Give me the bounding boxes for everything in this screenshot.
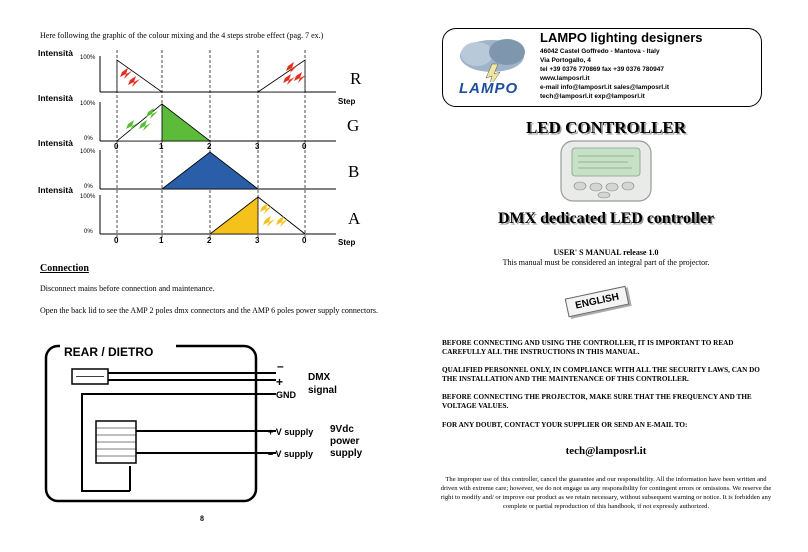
- connection-heading: Connection: [40, 263, 89, 274]
- manual-note: This manual must be considered an integral part of the projector.: [502, 258, 710, 267]
- warning-2: QUALIFIED PERSONNEL ONLY, IN COMPLIANCE WITH ALL THE SECURITY LAWS, CAN DO THE INSTALLATION AND THE MAINTENANCE OF THIS CONTROLLER.: [442, 366, 760, 383]
- diagram-title: REAR / DIETRO: [64, 345, 154, 359]
- connection-step-1: Disconnect mains before connection and maintenance.: [40, 284, 215, 293]
- r-ramp-down: [117, 60, 162, 92]
- dmx-label: DMX: [308, 372, 331, 383]
- svg-text:0: 0: [302, 142, 307, 151]
- contact-email[interactable]: tech@lamposrl.it: [565, 445, 647, 457]
- power-label-2: power: [330, 436, 360, 447]
- channel-b: B: [348, 162, 360, 181]
- power-label-3: supply: [330, 448, 363, 459]
- y-top-r: 100%: [80, 55, 96, 61]
- vminus-label: – V supply: [268, 449, 314, 459]
- svg-text:1: 1: [159, 236, 164, 245]
- svg-text:3: 3: [255, 236, 260, 245]
- ticks-a: [114, 236, 307, 245]
- axis-label-r: Intensità: [38, 48, 73, 58]
- ticks-g: [114, 142, 307, 151]
- signal-label: signal: [308, 385, 337, 396]
- b-triangle: [162, 152, 258, 189]
- svg-text:GND: GND: [276, 390, 296, 400]
- channel-r: R: [350, 69, 362, 88]
- svg-text:0: 0: [302, 236, 307, 245]
- company-address: 46042 Castel Goffredo - Mantova - Italy Via Portogallo, 4 tel +39 0376 770869 fax +39 0376 780947 www.lamposrl.it e-mail info@lamposrl.it sales@lamposrl.it tech@lamposrl.it exp@lamposrl.it: [540, 48, 669, 100]
- manual-release: USER' S MANUAL release 1.0: [553, 248, 659, 257]
- svg-text:100%: 100%: [80, 149, 96, 155]
- svg-text:+: +: [276, 375, 284, 389]
- svg-text:3: 3: [255, 142, 260, 151]
- warning-1: BEFORE CONNECTING AND USING THE CONTROLLER, IT IS IMPORTANT TO READ CAREFULLY ALL THE INSTRUCTIONS IN THIS MANUAL.: [442, 339, 734, 356]
- svg-text:0%: 0%: [84, 229, 93, 235]
- right-page: [404, 0, 808, 552]
- doc-subtitle: DMX dedicated LED controller: [497, 210, 715, 227]
- warning-3: BEFORE CONNECTING THE PROJECTOR, MAKE SURE THAT THE FREQUENCY AND THE VOLTAGE VALUES.: [442, 393, 752, 410]
- svg-text:Intensità: Intensità: [38, 138, 73, 148]
- svg-text:0%: 0%: [84, 136, 93, 142]
- svg-text:100%: 100%: [80, 194, 96, 200]
- svg-text:1: 1: [159, 142, 164, 151]
- row-r: [38, 48, 362, 106]
- colour-mixing-chart: [0, 0, 404, 252]
- svg-text:Intensità: Intensità: [38, 93, 73, 103]
- svg-text:100%: 100%: [80, 101, 96, 107]
- disclaimer: The improper use of this controller, cancel the guarantee and our responsibility. All the information have been written and driven with extreme care; however, we do not engage us any responsibility for contingent errors or omissions. We reserve the right to modify and/ or improve our product as we retain necessary, without subsequent warning or notice. It is forbidden any complete or partial reproduction of this handbook, if not expressly authorized.: [440, 476, 772, 510]
- page-number: 8: [200, 514, 204, 523]
- step-label-r: Step: [338, 97, 356, 106]
- row-b: [38, 138, 359, 190]
- svg-text:0%: 0%: [84, 184, 93, 190]
- intro-text: Here following the graphic of the colour mixing and the 4 steps strobe effect (pag. 7 ex.): [40, 31, 324, 40]
- logo-text: LAMPO: [459, 80, 519, 97]
- svg-text:Step: Step: [338, 238, 356, 247]
- warning-4: FOR ANY DOUBT, CONTACT YOUR SUPPLIER OR SEND AN E-MAIL TO:: [442, 421, 688, 429]
- svg-text:0: 0: [114, 142, 119, 151]
- vplus-label: + V supply: [268, 427, 314, 437]
- power-label-1: 9Vdc: [330, 424, 354, 435]
- row-g: [38, 93, 359, 151]
- svg-text:2: 2: [207, 142, 212, 151]
- language-badge: ENGLISH: [565, 286, 630, 318]
- company-name: LAMPO lighting designers: [540, 30, 703, 45]
- svg-text:2: 2: [207, 236, 212, 245]
- channel-g: G: [347, 116, 360, 135]
- rear-panel-diagram: [40, 336, 380, 506]
- svg-text:0: 0: [114, 236, 119, 245]
- svg-text:–: –: [277, 359, 284, 373]
- channel-a: A: [348, 209, 361, 228]
- svg-text:Intensità: Intensità: [38, 185, 73, 195]
- connection-step-2: Open the back lid to see the AMP 2 poles dmx connectors and the AMP 6 poles power supply connectors.: [40, 306, 379, 315]
- doc-title: LED CONTROLLER: [525, 118, 687, 137]
- controller-image: [558, 138, 654, 204]
- row-a: [38, 185, 361, 247]
